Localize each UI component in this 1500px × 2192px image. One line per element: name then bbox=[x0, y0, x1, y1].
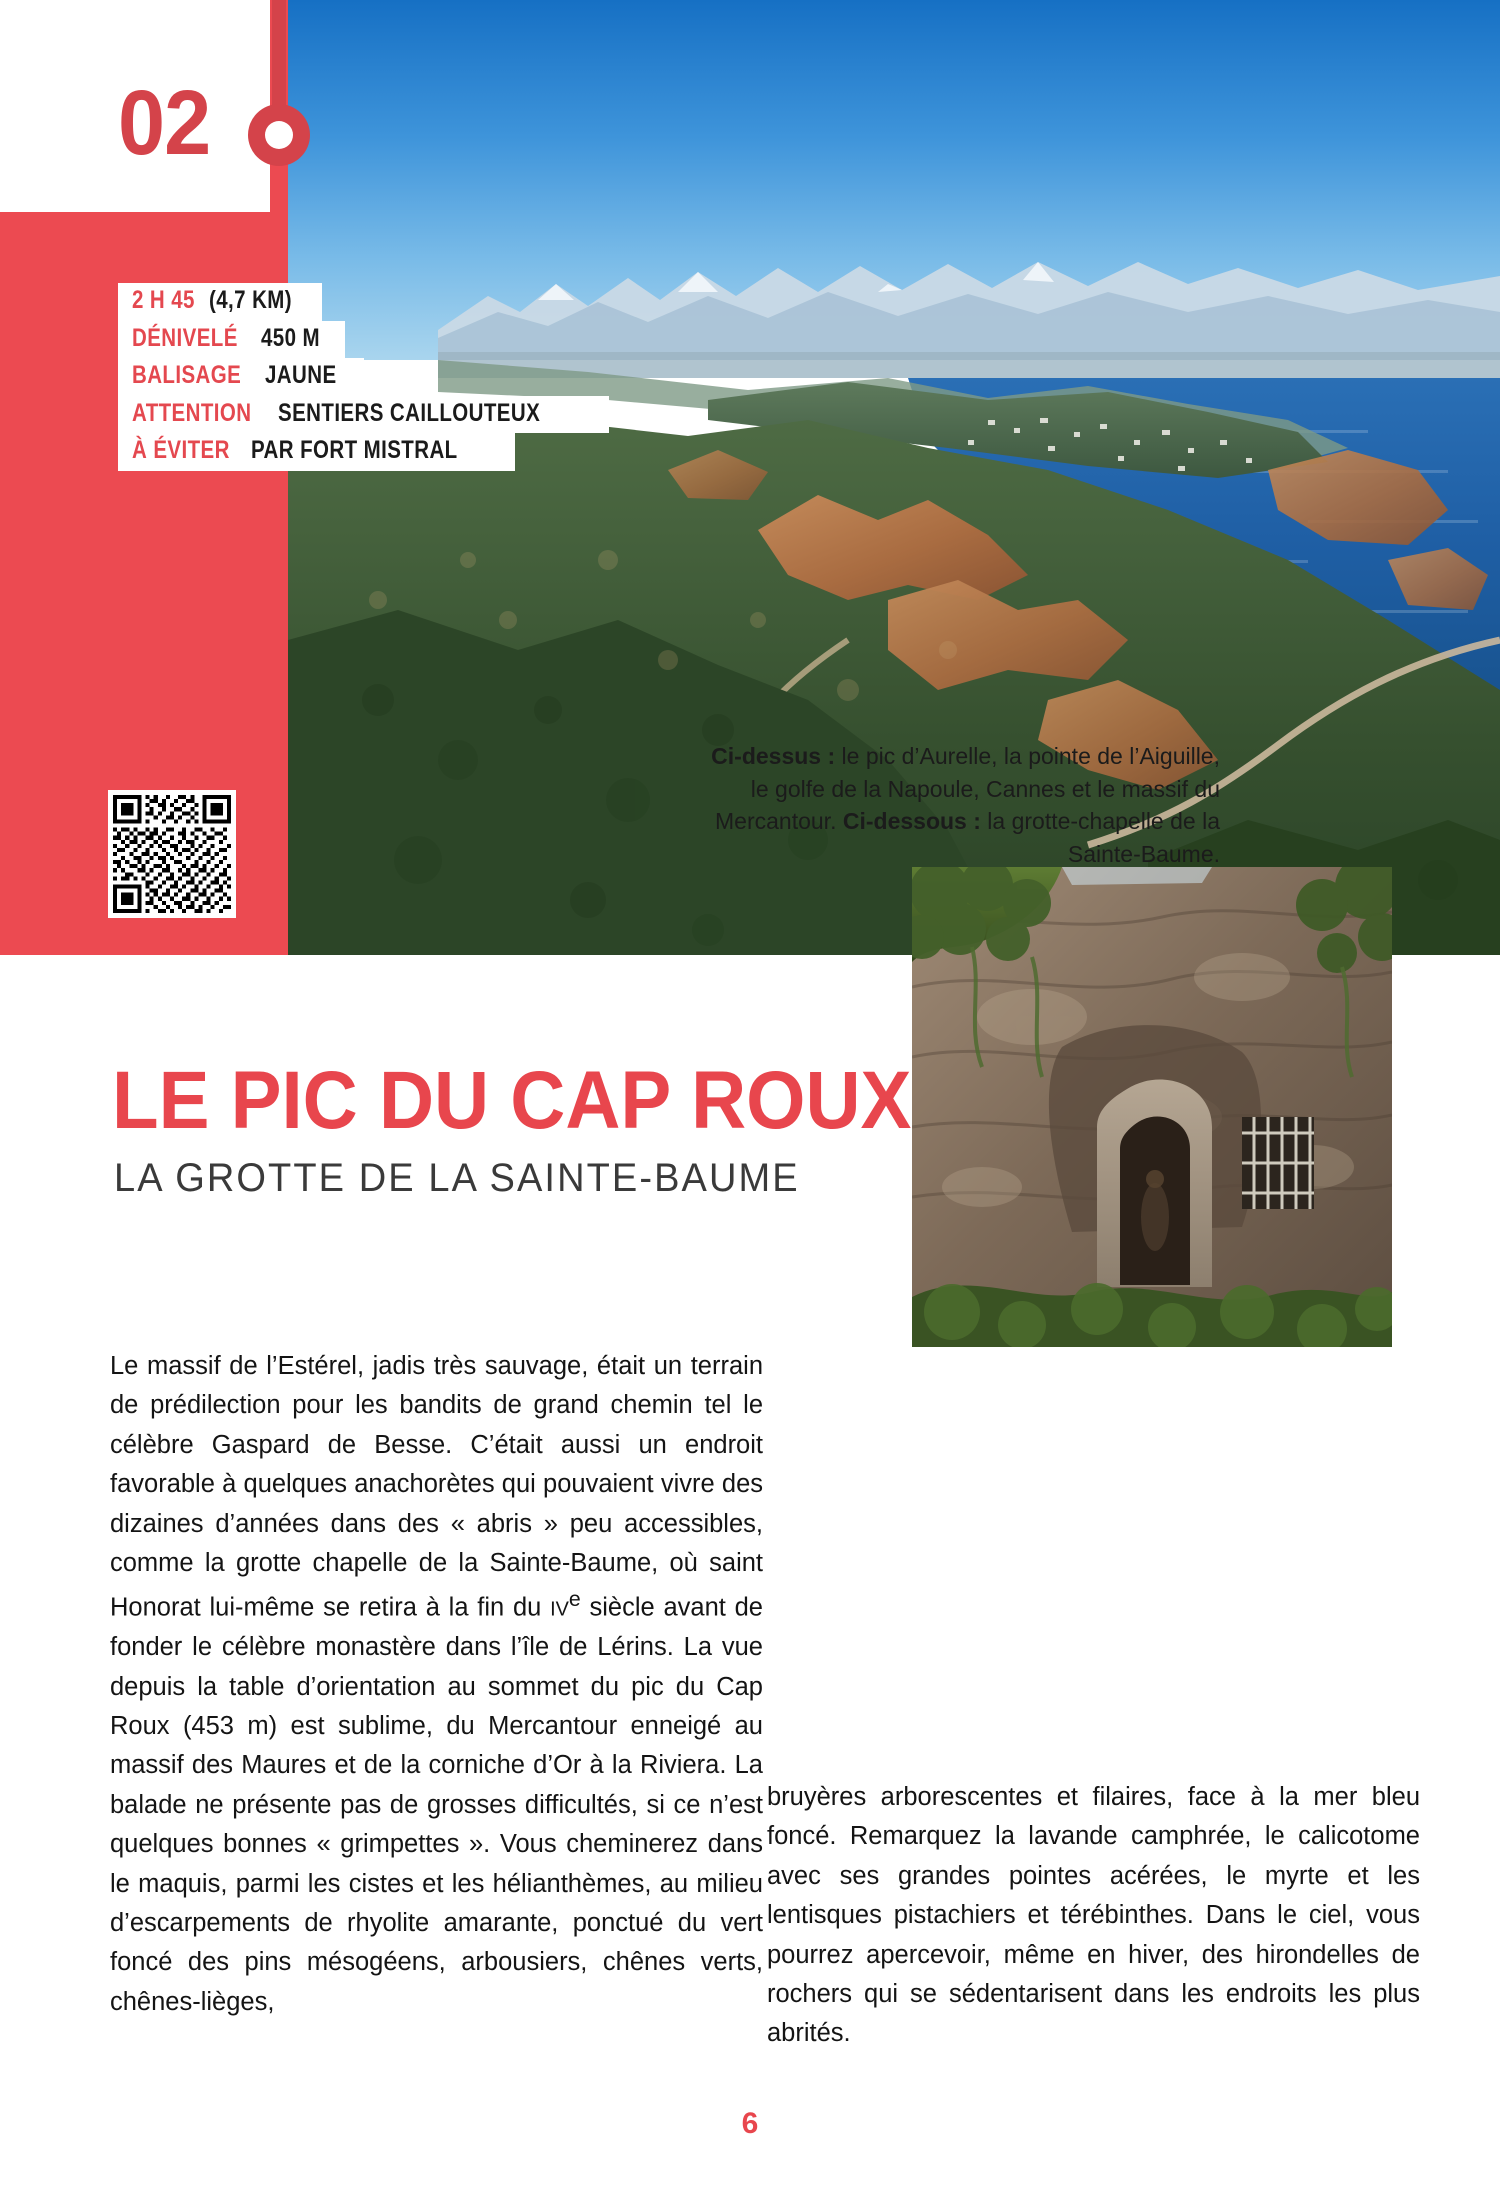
info-row-duration bbox=[118, 283, 322, 321]
info-label-elevation: DÉNIVELÉ bbox=[132, 323, 238, 352]
route-info-box bbox=[118, 283, 609, 471]
info-value-elevation: 450 M bbox=[261, 323, 321, 352]
caption-above-text: le pic d’Aurelle, la pointe de l’Aiguille, le golfe de la Napoule, Cannes et le massif du Mercantour. bbox=[715, 743, 1220, 835]
century-suffix: e bbox=[568, 1587, 581, 1612]
info-label-waymarking: BALISAGE bbox=[132, 361, 242, 389]
info-value-waymarking: JAUNE bbox=[265, 361, 337, 389]
caption-below-label: Ci-dessous : bbox=[842, 808, 981, 835]
body-text-part1: Le massif de l’Estérel, jadis très sauvage, était un terrain de prédilection pour les bandits de grand chemin tel le célèbre Gaspard de Besse. C’était aussi un endroit favorable à quelques anachorètes qui pouvaient vivre des dizaines d’années dans des « abris » peu accessibles, comme la grotte chapelle de la Sainte-Baume, où saint Honorat lui-même se retira à la fin du bbox=[110, 1352, 763, 1622]
info-value-warning: SENTIERS CAILLOUTEUX bbox=[277, 398, 540, 427]
info-label-duration: 2 H 45 bbox=[132, 286, 195, 314]
body-text-part2: siècle avant de fonder le célèbre monastère dans l’île de Lérins. La vue depuis la table d’orientation au sommet du pic du Cap Roux (453 m) est sublime, du Mercantour enneigé au massif des Maures et de la corniche d’Or à la Riviera. La balade ne présente pas de grosses difficultés, si ce n’est quelques bonnes « grimpettes ». Vous cheminerez dans le maquis, parmi les cistes et les hélianthèmes, au milieu d’escarpements de rhyolite amarante, ponctué du vert foncé des pins mésogéens, arbousiers, chênes verts, chênes-lièges, bbox=[110, 1593, 763, 2016]
info-row-elevation bbox=[118, 321, 345, 359]
map-pin-icon bbox=[248, 104, 310, 166]
info-row-waymarking bbox=[118, 358, 364, 396]
body-paragraph-left bbox=[110, 1347, 763, 2022]
route-number: 02 bbox=[118, 72, 211, 174]
info-value-duration: (4,7 KM) bbox=[208, 286, 292, 314]
info-row-warning bbox=[118, 396, 609, 434]
grotto-photo bbox=[912, 867, 1392, 1347]
info-label-warning: ATTENTION bbox=[132, 398, 252, 427]
info-value-avoid: PAR FORT MISTRAL bbox=[251, 436, 458, 464]
caption-below-text: la grotte-chapelle de la Sainte-Baume. bbox=[980, 808, 1220, 867]
body-column-right bbox=[767, 1778, 1420, 2054]
info-row-avoid bbox=[118, 433, 515, 471]
info-label-avoid: À ÉVITER bbox=[132, 436, 230, 464]
body-column-left bbox=[110, 1347, 763, 2022]
caption-above-label: Ci-dessus : bbox=[711, 743, 836, 769]
page-number: 6 bbox=[741, 2107, 759, 2140]
photo-caption bbox=[700, 740, 1220, 871]
page-title: LE PIC DU CAP ROUX bbox=[112, 1055, 912, 1146]
body-paragraph-right: bruyères arborescentes et filaires, face à la mer bleu foncé. Remarquez la lavande camphrée, le calicotome avec ses grandes pointes acérées, le myrte et les lentisques pistachiers et térébinthes. Dans le ciel, vous pourrez apercevoir, même en hiver, des hirondelles de rochers qui se sédentarisent dans les endroits les plus abrités. bbox=[767, 1783, 1420, 2048]
century-numeral: IV bbox=[550, 1598, 569, 1621]
qr-code-icon[interactable] bbox=[108, 790, 236, 918]
page-subtitle: LA GROTTE DE LA SAINTE-BAUME bbox=[114, 1156, 800, 1200]
article-body bbox=[0, 743, 1500, 2192]
